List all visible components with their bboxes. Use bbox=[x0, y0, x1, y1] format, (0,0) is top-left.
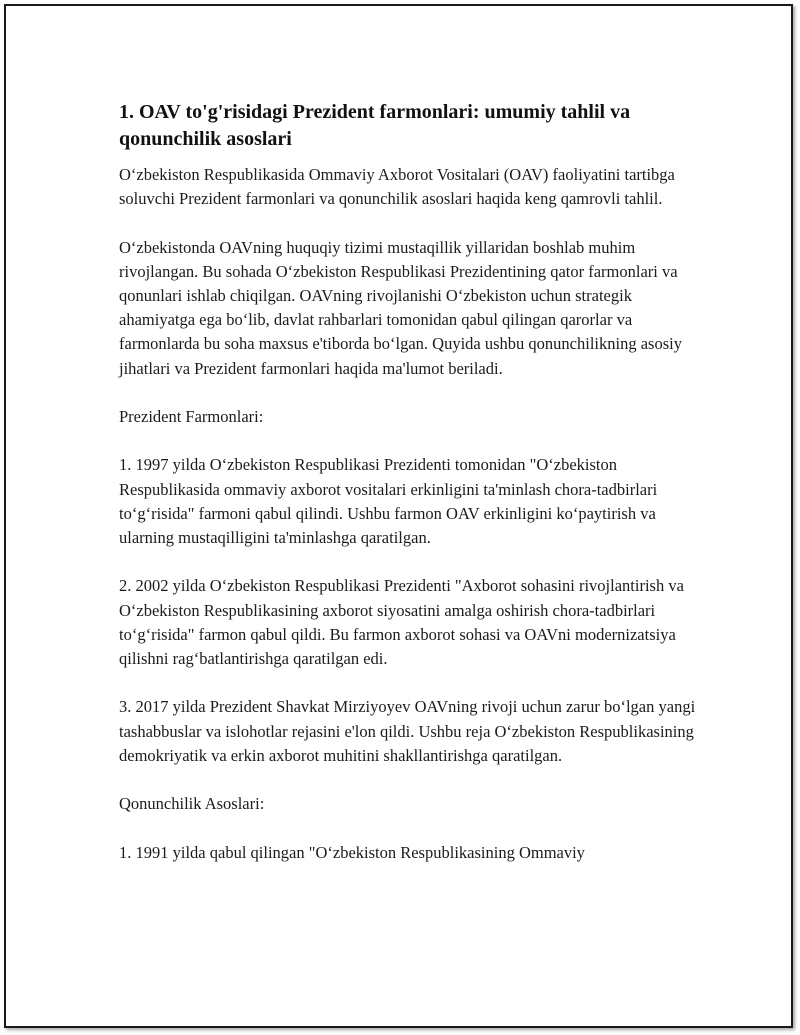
document-title: 1. OAV to'g'risidagi Prezident farmonlari: umumiy tahlil va qonunchilik asoslari bbox=[119, 101, 631, 150]
document-body bbox=[119, 99, 699, 889]
decree-item-2017: 3. 2017 yilda Prezident Shavkat Mirziyoyev OAVning rivoji uchun zarur bo‘lgan yangi tashabbuslar va islohotlar rejasini e'lon qildi. Ushbu reja O‘zbekiston Respublikasining demokriyatik va erkin axborot muhitini shakllantirishga qaratilgan. bbox=[119, 697, 696, 765]
document-page bbox=[4, 4, 793, 1028]
paragraph-intro: O‘zbekiston Respublikasida Ommaviy Axborot Vositalari (OAV) faoliyatini tartibga soluvchi Prezident farmonlari va qonunchilik asoslari haqida keng qamrovli tahlil. bbox=[119, 165, 675, 209]
legislation-item-1991: 1. 1991 yilda qabul qilingan "O‘zbekiston Respublikasining Ommaviy bbox=[119, 842, 585, 862]
section-heading-decrees: Prezident Farmonlari: bbox=[119, 407, 264, 426]
section-heading-legislation: Qonunchilik Asoslari: bbox=[119, 794, 265, 814]
paragraph-legal-system: O‘zbekistonda OAVning huquqiy tizimi mustaqillik yillaridan boshlab muhim rivojlangan. Bu sohada O‘zbekiston Respublikasi Prezidentining qator farmonlari va qonunlari ishlab chiqilgan. OAVning rivojlanishi O‘zbekiston uchun strategik ahamiyatga ega bo‘lib, davlat rahbarlari tomonidan qabul qilingan qarorlar va farmonlarda bu soha maxsus e'tiborda bo‘lgan. Quyida ushbu qonunchilikning asosiy jihatlari va Prezident farmonlari haqida ma'lumot beriladi. bbox=[119, 237, 682, 378]
decree-item-2002: 2. 2002 yilda O‘zbekiston Respublikasi Prezidenti "Axborot sohasini rivojlantirish va O‘zbekiston Respublikasining axborot siyosatini amalga oshirish chora-tadbirlari to‘g‘risida" farmon qabul qildi. Bu farmon axborot sohasi va OAVni modernizatsiya qilishni rag‘batlantirishga qaratilgan edi. bbox=[119, 576, 684, 668]
decree-item-1997: 1. 1997 yilda O‘zbekiston Respublikasi Prezidenti tomonidan "O‘zbekiston Respublikasida ommaviy axborot vositalari erkinligini ta'minlash chora-tadbirlari to‘g‘risida" farmoni qabul qilindi. Ushbu farmon OAV erkinligini ko‘paytirish va ularning mustaqilligini ta'minlashga qaratilgan. bbox=[119, 455, 658, 547]
